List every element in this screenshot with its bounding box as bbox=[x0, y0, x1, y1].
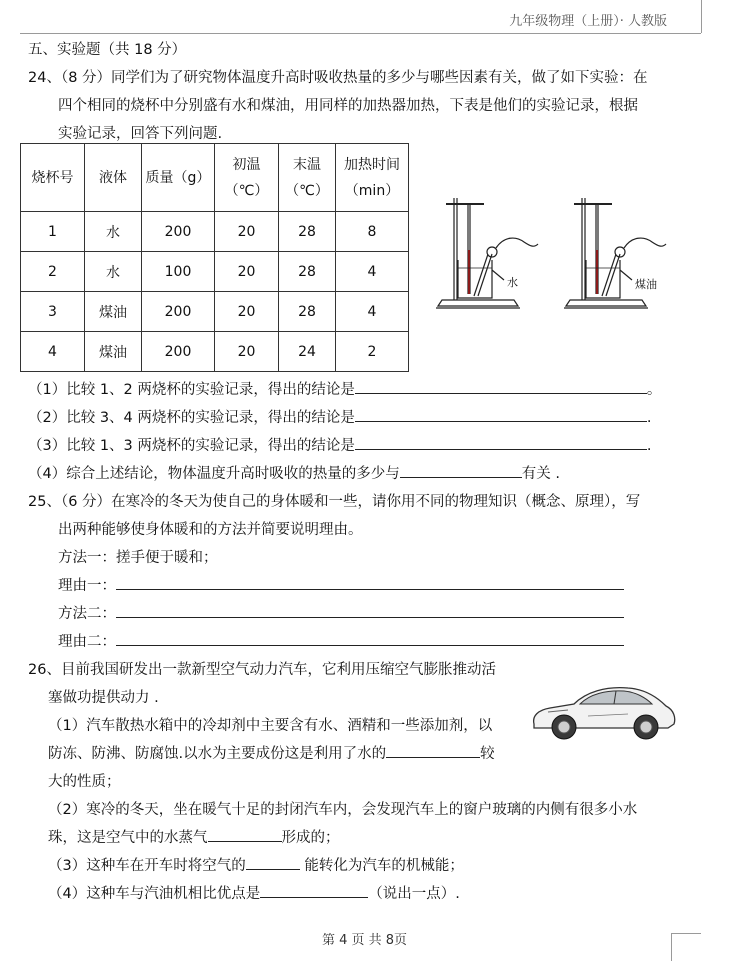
car-illustration bbox=[528, 680, 678, 746]
table-cell: 28 bbox=[279, 212, 336, 252]
q25-method1: 方法一：搓手便于暖和； bbox=[58, 550, 218, 566]
q24-sub2-end: . bbox=[646, 410, 652, 426]
answer-blank[interactable] bbox=[355, 407, 647, 422]
q26-sub4-text: （4）这种车与汽油机相比优点是 bbox=[48, 886, 261, 902]
q24-sub3-text: （3）比较 1、3 两烧杯的实验记录，得出的结论是 bbox=[28, 438, 355, 454]
q24-text-line3: 实验记录，回答下列问题. bbox=[58, 126, 223, 142]
footer-corner-mark bbox=[671, 933, 672, 961]
apparatus-water bbox=[436, 198, 538, 308]
page-header-title: 九年级物理（上册）· 人教版 bbox=[509, 14, 667, 29]
q24-sub2-text: （2）比较 3、4 两烧杯的实验记录，得出的结论是 bbox=[28, 410, 355, 426]
q24-sub1-end: 。 bbox=[646, 382, 662, 398]
q26-sub1-text: 防冻、防沸、防腐蚀.以水为主要成份这是利用了水的 bbox=[48, 746, 387, 762]
q26-sub2-text: 珠，这是空气中的水蒸气 bbox=[48, 830, 208, 846]
answer-blank[interactable] bbox=[208, 827, 282, 842]
table-cell: 28 bbox=[279, 292, 336, 332]
table-cell: 200 bbox=[142, 332, 215, 372]
answer-blank[interactable] bbox=[355, 379, 647, 394]
q26-sub1-line1: （1）汽车散热水箱中的冷却剂中主要含有水、酒精和一些添加剂，以 bbox=[48, 718, 493, 734]
table-cell: 水 bbox=[85, 212, 142, 252]
q25-text-line2: 出两种能够使身体暖和的方法并简要说明理由。 bbox=[58, 522, 363, 538]
answer-blank[interactable] bbox=[116, 575, 624, 590]
q24-sub2 bbox=[28, 406, 652, 427]
header-corner-mark bbox=[701, 0, 702, 33]
answer-blank[interactable] bbox=[116, 631, 624, 646]
q25-text-line1: 25、（6 分）在寒冷的冬天为使自己的身体暖和一些，请你用不同的物理知识（概念、原理），写 bbox=[28, 494, 641, 510]
footer-corner-mark bbox=[671, 933, 701, 934]
table-cell: 1 bbox=[21, 212, 85, 252]
table-cell: 100 bbox=[142, 252, 215, 292]
table-cell: 28 bbox=[279, 252, 336, 292]
table-cell: 20 bbox=[215, 212, 279, 252]
q26-sub1-line2 bbox=[48, 742, 495, 763]
figure-label-water: 水 bbox=[507, 276, 518, 289]
q26-sub2-end: 形成的； bbox=[281, 830, 340, 846]
q25-reason1 bbox=[58, 574, 624, 595]
q26-sub4-end: （说出一点）. bbox=[368, 886, 460, 902]
table-row bbox=[21, 212, 409, 252]
q26-sub3-end: 能转化为汽车的机械能； bbox=[304, 858, 464, 874]
answer-blank[interactable] bbox=[386, 743, 480, 758]
q24-sub4-end: 有关 . bbox=[521, 466, 560, 482]
q24-text-line1: 24、（8 分）同学们为了研究物体温度升高时吸收热量的多少与哪些因素有关，做了如下实验：在 bbox=[28, 70, 648, 86]
table-cell: 4 bbox=[336, 292, 409, 332]
q25-method2-label: 方法二： bbox=[58, 606, 116, 622]
table-header-cell: 质量（g） bbox=[142, 144, 215, 212]
q25-reason1-label: 理由一： bbox=[58, 578, 116, 594]
figure-label-kerosene: 煤油 bbox=[635, 278, 657, 291]
answer-blank[interactable] bbox=[400, 463, 522, 478]
q26-sub2-line1: （2）寒冷的冬天，坐在暖气十足的封闭汽车内，会发现汽车上的窗户玻璃的内侧有很多小水 bbox=[48, 802, 638, 818]
q26-sub1-end: 较 bbox=[480, 746, 495, 762]
table-cell: 2 bbox=[336, 332, 409, 372]
answer-blank[interactable] bbox=[246, 855, 300, 870]
page-footer: 第 4 页 共 8页 bbox=[321, 933, 408, 948]
q25-reason2-label: 理由二： bbox=[58, 634, 116, 650]
q24-sub4 bbox=[28, 462, 560, 483]
table-cell: 200 bbox=[142, 292, 215, 332]
table-cell: 3 bbox=[21, 292, 85, 332]
q24-sub4-text: （4）综合上述结论，物体温度升高时吸收的热量的多少与 bbox=[28, 466, 400, 482]
table-cell: 煤油 bbox=[85, 332, 142, 372]
q26-text-line1: 26、目前我国研发出一款新型空气动力汽车，它利用压缩空气膨胀推动活 bbox=[28, 662, 496, 678]
header-divider bbox=[20, 33, 701, 34]
table-row bbox=[21, 252, 409, 292]
q26-sub3 bbox=[48, 854, 464, 875]
table-cell: 20 bbox=[215, 332, 279, 372]
q26-sub3-text: （3）这种车在开车时将空气的 bbox=[48, 858, 246, 874]
q24-sub3-end: . bbox=[646, 438, 652, 454]
section-title: 五、实验题（共 18 分） bbox=[28, 42, 187, 58]
table-cell: 200 bbox=[142, 212, 215, 252]
q25-method2 bbox=[58, 602, 624, 623]
answer-blank[interactable] bbox=[116, 603, 624, 618]
table-cell: 4 bbox=[21, 332, 85, 372]
q24-sub1 bbox=[28, 378, 661, 399]
q24-sub1-text: （1）比较 1、2 两烧杯的实验记录，得出的结论是 bbox=[28, 382, 355, 398]
table-header-cell: 液体 bbox=[85, 144, 142, 212]
table-header-cell: 烧杯号 bbox=[21, 144, 85, 212]
answer-blank[interactable] bbox=[260, 883, 368, 898]
table-row bbox=[21, 332, 409, 372]
q24-sub3 bbox=[28, 434, 652, 455]
q26-sub1-line3: 大的性质； bbox=[48, 774, 121, 790]
table-cell: 24 bbox=[279, 332, 336, 372]
table-row bbox=[21, 292, 409, 332]
table-cell: 煤油 bbox=[85, 292, 142, 332]
table-cell: 20 bbox=[215, 292, 279, 332]
table-header-cell: 初温 （℃） bbox=[215, 144, 279, 212]
q25-reason2 bbox=[58, 630, 624, 651]
experiment-table bbox=[20, 143, 409, 372]
table-header-cell: 加热时间 （min） bbox=[336, 144, 409, 212]
answer-blank[interactable] bbox=[355, 435, 647, 450]
apparatus-kerosene bbox=[564, 198, 666, 308]
table-header-cell: 末温 （℃） bbox=[279, 144, 336, 212]
table-cell: 20 bbox=[215, 252, 279, 292]
table-cell: 4 bbox=[336, 252, 409, 292]
q26-sub2-line2 bbox=[48, 826, 340, 847]
q26-text-line2: 塞做功提供动力 . bbox=[48, 690, 159, 706]
q24-text-line2: 四个相同的烧杯中分别盛有水和煤油，用同样的加热器加热，下表是他们的实验记录，根据 bbox=[58, 98, 638, 114]
apparatus-figure bbox=[430, 188, 680, 322]
table-header-row bbox=[21, 144, 409, 212]
q26-sub4 bbox=[48, 882, 460, 903]
table-cell: 水 bbox=[85, 252, 142, 292]
table-cell: 8 bbox=[336, 212, 409, 252]
table-cell: 2 bbox=[21, 252, 85, 292]
